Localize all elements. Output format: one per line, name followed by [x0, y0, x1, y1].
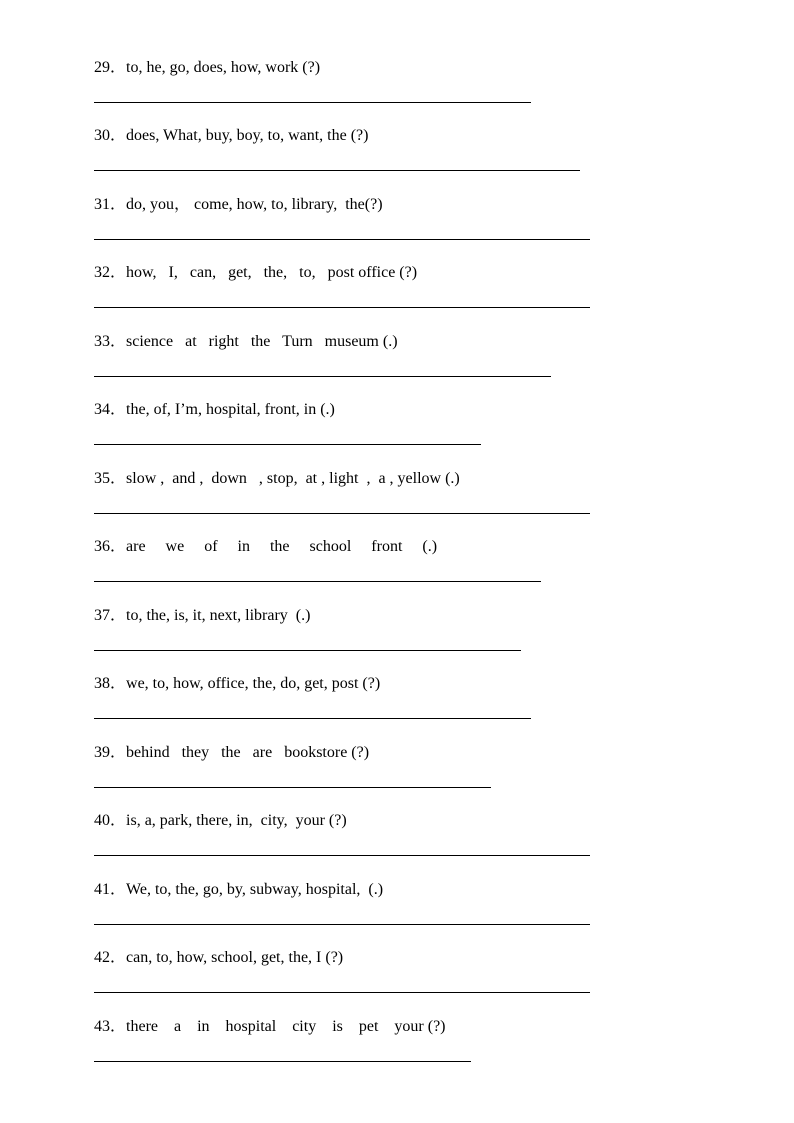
question-42	[94, 948, 694, 1016]
question-number: 43．	[94, 1018, 127, 1035]
question-39	[94, 743, 694, 811]
question-words: to, he, go, does, how, work (?)	[126, 59, 321, 76]
question-text	[94, 126, 368, 146]
question-34	[94, 400, 694, 468]
question-words: do, you， come, how, to, library, the(?)	[126, 196, 383, 213]
question-words: we, to, how, office, the, do, get, post (?)	[126, 675, 381, 692]
question-text	[94, 469, 460, 489]
question-words: there a in hospital city is pet your (?)	[126, 1018, 446, 1035]
question-number: 35．	[94, 470, 127, 487]
question-text	[94, 58, 320, 78]
question-text	[94, 880, 383, 900]
answer-line[interactable]	[94, 718, 531, 719]
question-words: behind they the are bookstore (?)	[126, 744, 370, 761]
question-30	[94, 126, 694, 194]
question-number: 41．	[94, 881, 127, 898]
question-35	[94, 469, 694, 537]
question-40	[94, 811, 694, 879]
question-text	[94, 1017, 446, 1037]
question-text	[94, 948, 343, 968]
question-number: 32．	[94, 264, 127, 281]
answer-line[interactable]	[94, 992, 590, 993]
question-words: how, I, can, get, the, to, post office (?)	[126, 264, 418, 281]
question-words: slow , and , down , stop, at , light , a , yellow (.)	[126, 470, 460, 487]
answer-line[interactable]	[94, 239, 590, 240]
question-text	[94, 811, 347, 831]
question-words: the, of, I’m, hospital, front, in (.)	[126, 401, 335, 418]
question-text	[94, 537, 437, 557]
question-number: 37．	[94, 607, 127, 624]
question-words: does, What, buy, boy, to, want, the (?)	[126, 127, 369, 144]
question-words: are we of in the school front (.)	[126, 538, 438, 555]
question-37	[94, 606, 694, 674]
question-text	[94, 606, 310, 626]
question-number: 42．	[94, 949, 127, 966]
question-words: can, to, how, school, get, the, I (?)	[126, 949, 344, 966]
question-29	[94, 58, 694, 126]
question-words: We, to, the, go, by, subway, hospital, (.)	[126, 881, 384, 898]
question-text	[94, 332, 398, 352]
question-words: science at right the Turn museum (.)	[126, 333, 398, 350]
answer-line[interactable]	[94, 170, 580, 171]
question-text	[94, 743, 369, 763]
question-number: 30．	[94, 127, 127, 144]
question-text	[94, 195, 383, 215]
answer-line[interactable]	[94, 444, 481, 445]
question-38	[94, 674, 694, 742]
question-text	[94, 263, 417, 283]
answer-line[interactable]	[94, 581, 541, 582]
question-number: 29．	[94, 59, 127, 76]
answer-line[interactable]	[94, 513, 590, 514]
question-number: 33．	[94, 333, 127, 350]
answer-line[interactable]	[94, 1061, 471, 1062]
question-text	[94, 400, 335, 420]
question-43	[94, 1017, 694, 1085]
answer-line[interactable]	[94, 376, 551, 377]
question-36	[94, 537, 694, 605]
question-words: to, the, is, it, next, library (.)	[126, 607, 311, 624]
question-31	[94, 195, 694, 263]
question-number: 39．	[94, 744, 127, 761]
answer-line[interactable]	[94, 102, 531, 103]
answer-line[interactable]	[94, 307, 590, 308]
question-number: 31．	[94, 196, 127, 213]
question-32	[94, 263, 694, 331]
question-33	[94, 332, 694, 400]
question-number: 34．	[94, 401, 127, 418]
question-number: 36．	[94, 538, 127, 555]
question-number: 38．	[94, 675, 127, 692]
answer-line[interactable]	[94, 650, 521, 651]
question-number: 40．	[94, 812, 127, 829]
question-text	[94, 674, 380, 694]
answer-line[interactable]	[94, 787, 491, 788]
answer-line[interactable]	[94, 924, 590, 925]
answer-line[interactable]	[94, 855, 590, 856]
question-41	[94, 880, 694, 948]
question-words: is, a, park, there, in, city, your (?)	[126, 812, 347, 829]
